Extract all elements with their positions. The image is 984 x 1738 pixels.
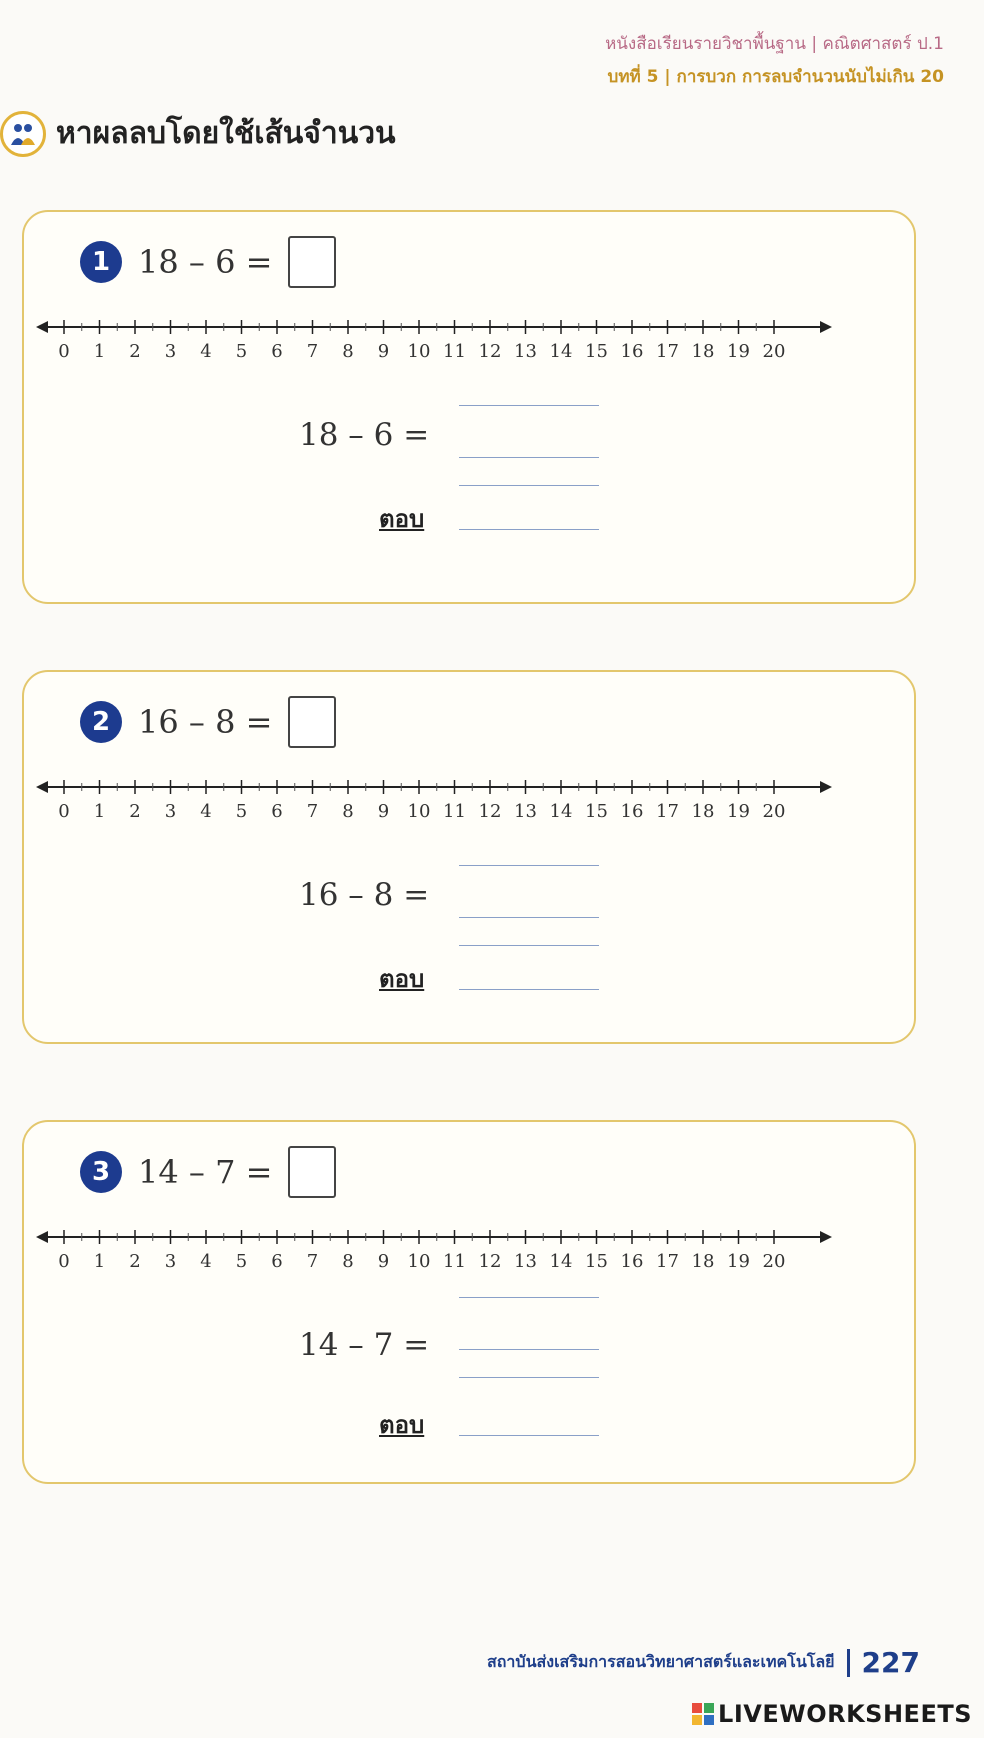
number-line-label: 3 <box>164 1251 177 1272</box>
arrow-right-icon <box>820 1231 832 1243</box>
number-line-label: 11 <box>443 801 466 822</box>
answer-blank-line[interactable] <box>459 529 599 530</box>
number-line-label: 7 <box>306 1251 319 1272</box>
number-line-label: 5 <box>235 801 248 822</box>
problem-card-3 <box>22 1120 916 1484</box>
number-line-label: 12 <box>478 801 502 822</box>
answer-box[interactable] <box>288 1146 336 1198</box>
number-line-label: 8 <box>342 1251 354 1272</box>
answer-blank-line[interactable] <box>459 989 599 990</box>
number-line-label: 14 <box>549 801 573 822</box>
number-line-label: 9 <box>377 341 390 362</box>
answer-box[interactable] <box>288 696 336 748</box>
number-line-label: 15 <box>585 1251 608 1272</box>
people-icon <box>0 111 46 157</box>
answer-label: ตอบ <box>379 505 425 533</box>
page-header <box>605 30 944 90</box>
number-line-label: 20 <box>762 801 786 822</box>
number-line-label: 4 <box>200 1251 212 1272</box>
number-line-label: 16 <box>620 801 644 822</box>
answer-blank-line[interactable] <box>459 405 599 406</box>
number-line-label: 17 <box>656 341 679 362</box>
number-line-label: 11 <box>443 341 466 362</box>
work-expression: 16 – 8 = <box>299 877 430 913</box>
arrow-right-icon <box>820 321 832 333</box>
arrow-left-icon <box>36 321 48 333</box>
arrow-right-icon <box>820 781 832 793</box>
number-line-label: 16 <box>620 1251 644 1272</box>
page-footer <box>487 1646 920 1679</box>
number-line-label: 13 <box>514 341 537 362</box>
number-line-label: 19 <box>727 341 750 362</box>
number-line-label: 9 <box>377 801 390 822</box>
answer-blank-line[interactable] <box>459 945 599 946</box>
answer-blank-line[interactable] <box>459 917 599 918</box>
number-line-label: 0 <box>58 1251 70 1272</box>
number-line-label: 20 <box>762 1251 786 1272</box>
number-line-label: 1 <box>93 801 106 822</box>
number-line-label: 18 <box>691 341 715 362</box>
answer-blank-line[interactable] <box>459 1297 599 1298</box>
problem-expression: 16 – 8 = <box>138 703 273 741</box>
problem-number-badge: 1 <box>80 241 122 283</box>
number-line-label: 6 <box>271 341 283 362</box>
problem-number-badge: 3 <box>80 1151 122 1193</box>
number-line <box>34 1222 834 1296</box>
number-line-label: 12 <box>478 341 502 362</box>
number-line-label: 15 <box>585 341 608 362</box>
footer-divider <box>847 1649 850 1677</box>
arrow-left-icon <box>36 781 48 793</box>
number-line-label: 10 <box>407 801 431 822</box>
page-number: 227 <box>861 1646 920 1679</box>
number-line-label: 19 <box>727 1251 750 1272</box>
number-line-label: 5 <box>235 1251 248 1272</box>
number-line-label: 2 <box>129 1251 141 1272</box>
problem-card-1 <box>22 210 916 604</box>
section-title <box>0 110 396 157</box>
answer-box[interactable] <box>288 236 336 288</box>
arrow-left-icon <box>36 1231 48 1243</box>
number-line-label: 7 <box>306 801 319 822</box>
number-line-label: 1 <box>93 1251 106 1272</box>
number-line-label: 8 <box>342 341 354 362</box>
problem-card-2 <box>22 670 916 1044</box>
problem-number-badge: 2 <box>80 701 122 743</box>
footer-organization: สถาบันส่งเสริมการสอนวิทยาศาสตร์และเทคโนโลยี <box>486 1652 835 1671</box>
number-line <box>34 312 834 386</box>
number-line-svg <box>34 772 834 842</box>
number-line-label: 4 <box>200 801 212 822</box>
answer-blank-line[interactable] <box>459 865 599 866</box>
number-line-label: 9 <box>377 1251 390 1272</box>
number-line-label: 4 <box>200 341 212 362</box>
number-line-svg <box>34 1222 834 1292</box>
number-line-label: 6 <box>271 1251 283 1272</box>
answer-label: ตอบ <box>379 965 425 993</box>
number-line-label: 0 <box>58 341 70 362</box>
number-line-label: 5 <box>235 341 248 362</box>
number-line-label: 14 <box>549 1251 573 1272</box>
number-line-label: 0 <box>58 801 70 822</box>
number-line-label: 15 <box>585 801 608 822</box>
answer-blank-line[interactable] <box>459 1435 599 1436</box>
number-line-label: 10 <box>407 1251 431 1272</box>
answer-blank-line[interactable] <box>459 1377 599 1378</box>
number-line-label: 18 <box>691 801 715 822</box>
header-chapter-title: บทที่ 5 | การบวก การลบจำนวนนับไม่เกิน 20 <box>607 67 944 87</box>
number-line-label: 18 <box>691 1251 715 1272</box>
answer-label: ตอบ <box>379 1411 425 1439</box>
number-line-label: 10 <box>407 341 431 362</box>
number-line-svg <box>34 312 834 382</box>
header-book-title: หนังสือเรียนรายวิชาพื้นฐาน | คณิตศาสตร์ ป.1 <box>605 34 944 54</box>
problem-expression: 18 – 6 = <box>138 243 273 281</box>
answer-blank-line[interactable] <box>459 1349 599 1350</box>
number-line-label: 3 <box>164 801 177 822</box>
number-line-label: 17 <box>656 1251 679 1272</box>
number-line-label: 2 <box>129 801 141 822</box>
number-line-label: 14 <box>549 341 573 362</box>
number-line-label: 8 <box>342 801 354 822</box>
number-line-label: 13 <box>514 801 537 822</box>
liveworksheets-logo-icon <box>692 1703 714 1725</box>
watermark <box>692 1700 972 1728</box>
number-line-label: 2 <box>129 341 141 362</box>
number-line-label: 12 <box>478 1251 502 1272</box>
number-line-label: 16 <box>620 341 644 362</box>
number-line-label: 19 <box>727 801 750 822</box>
number-line-label: 7 <box>306 341 319 362</box>
answer-blank-line[interactable] <box>459 457 599 458</box>
watermark-text: LIVEWORKSHEETS <box>718 1700 972 1728</box>
number-line-label: 6 <box>271 801 283 822</box>
work-expression: 18 – 6 = <box>299 417 430 453</box>
number-line-label: 20 <box>762 341 786 362</box>
number-line-label: 13 <box>514 1251 537 1272</box>
number-line-label: 17 <box>656 801 679 822</box>
answer-blank-line[interactable] <box>459 485 599 486</box>
section-title-text: หาผลลบโดยใช้เส้นจำนวน <box>56 116 396 151</box>
number-line-label: 11 <box>443 1251 466 1272</box>
work-expression: 14 – 7 = <box>299 1327 430 1363</box>
number-line <box>34 772 834 846</box>
number-line-label: 3 <box>164 341 177 362</box>
problem-expression: 14 – 7 = <box>138 1153 273 1191</box>
number-line-label: 1 <box>93 341 106 362</box>
